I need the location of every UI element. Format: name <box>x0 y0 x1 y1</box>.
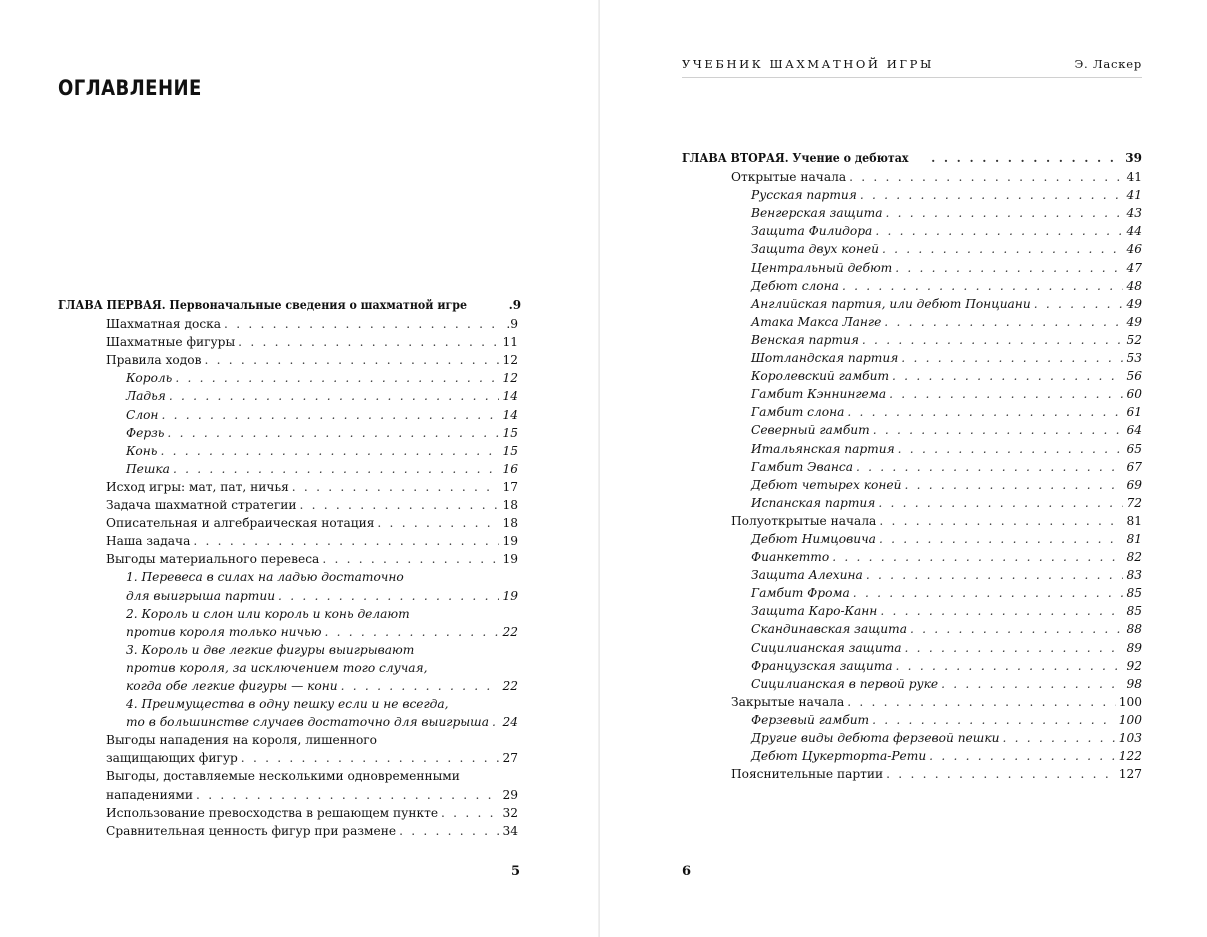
toc-entry-page: 22 <box>502 678 518 693</box>
toc-entry <box>58 568 518 586</box>
toc-entry-label: Открытые начала <box>731 170 847 185</box>
toc-entry-page: 64 <box>1126 423 1142 438</box>
toc-entry-page: 89 <box>1126 640 1142 655</box>
toc-entry <box>682 584 1142 602</box>
toc-entry-page: 85 <box>1126 586 1142 601</box>
toc-entry <box>682 186 1142 204</box>
toc-entry-page: 16 <box>502 461 518 476</box>
toc-entry <box>682 494 1142 512</box>
toc-entry-page: 85 <box>1126 604 1142 619</box>
toc-entry-label: 3. Король и две легкие фигуры выигрывают <box>126 642 415 657</box>
toc-entry-page: 15 <box>502 425 518 440</box>
toc-entry-label: Сравнительная ценность фигур при размене <box>106 823 397 838</box>
toc-entry-page: .9 <box>506 317 518 332</box>
toc-entry <box>682 403 1142 421</box>
toc-entry <box>58 442 518 460</box>
dot-leader <box>278 587 499 605</box>
dot-leader <box>853 584 1124 602</box>
toc-entry <box>58 478 518 496</box>
toc-entry <box>682 548 1142 566</box>
toc-entry-label: Скандинавская защита <box>751 622 907 637</box>
toc-entry-label: Конь <box>126 443 158 458</box>
dot-leader <box>160 442 499 460</box>
toc-entry-page: 12 <box>502 371 518 386</box>
toc-entry-page: 48 <box>1126 278 1142 293</box>
toc-entry-label: Венгерская защита <box>751 206 883 221</box>
toc-entry-page: 56 <box>1126 369 1142 384</box>
dot-leader <box>856 458 1124 476</box>
toc-entry <box>58 695 518 713</box>
toc-entry-label: против короля только ничью <box>126 624 322 639</box>
toc-entry <box>58 804 518 822</box>
toc-entry-label: защищающих фигур <box>106 751 238 766</box>
toc-entry-page: 18 <box>502 516 518 531</box>
toc-entry-label: Король <box>126 371 173 386</box>
toc-entry <box>682 421 1142 439</box>
toc-entry-label: Королевский гамбит <box>751 369 890 384</box>
dot-leader <box>161 406 499 424</box>
toc-entry <box>58 315 518 333</box>
toc-entry <box>682 367 1142 385</box>
toc-entry-label: Другие виды дебюта ферзевой пешки <box>751 731 1000 745</box>
toc-entry-label: Использование превосходства в решающем пункте <box>106 805 439 820</box>
dot-leader <box>862 331 1124 349</box>
toc-entry-label: то в большинстве случаев достаточно для выигрыша <box>126 715 489 730</box>
toc-entry-label: 4. Преимущества в одну пешку если и не всегда, <box>126 697 449 712</box>
toc-entry-label: Наша задача <box>106 534 191 549</box>
toc-entry-page: 12 <box>502 353 518 368</box>
toc-entry-label: Исход игры: мат, пат, ничья <box>106 479 289 494</box>
toc-entry-page: 41 <box>1126 170 1142 185</box>
dot-leader <box>866 566 1124 584</box>
toc-entry-label: Венская партия <box>751 332 859 347</box>
toc-entry-label: Фианкетто <box>751 550 830 565</box>
toc-entry <box>58 405 518 423</box>
toc-entry <box>682 277 1142 295</box>
dot-leader <box>292 478 500 496</box>
toc-entry-label: 2. Король и слон или король и конь делают <box>126 606 410 621</box>
dot-leader <box>895 259 1123 277</box>
toc-entry-page: 32 <box>502 805 518 820</box>
dot-leader <box>492 713 499 731</box>
toc-entry <box>58 369 518 387</box>
dot-leader <box>880 602 1123 620</box>
toc-entry <box>58 496 518 514</box>
toc-entry-label: Сицилианская защита <box>751 640 902 655</box>
toc-entry <box>682 657 1142 675</box>
dot-leader <box>842 277 1124 295</box>
dot-leader <box>872 711 1116 729</box>
dot-leader <box>849 168 1123 186</box>
toc-entry <box>682 349 1142 367</box>
running-header <box>682 55 1142 78</box>
dot-leader <box>847 403 1123 421</box>
toc-entry-label: Описательная и алгебраическая нотация <box>106 516 375 531</box>
left-page <box>0 0 600 937</box>
dot-leader <box>175 369 499 387</box>
toc-entry-label: Защита Каро-Канн <box>751 604 878 619</box>
toc-entry-label: для выигрыша партии <box>126 588 276 603</box>
dot-leader <box>892 367 1123 385</box>
toc-entry <box>682 693 1142 711</box>
toc-entry-label: Закрытые начала <box>731 694 845 709</box>
dot-leader <box>905 639 1124 657</box>
toc-entry <box>58 351 518 369</box>
toc-entry-page: 53 <box>1126 351 1142 366</box>
dot-leader <box>929 747 1116 765</box>
toc-entry-page: 49 <box>1126 314 1142 329</box>
toc-entry-label: Пешка <box>126 461 170 476</box>
toc-entry-page: 103 <box>1118 731 1142 745</box>
toc-entry <box>682 331 1142 349</box>
page-number-left: 5 <box>511 864 521 879</box>
toc-entry-label: Дебют Цукерторта-Рети <box>751 749 927 764</box>
dot-leader <box>886 765 1116 783</box>
toc-entry-label: Дебют Нимцовича <box>751 531 876 546</box>
toc-entry-label: Защита двух коней <box>751 242 879 257</box>
toc-entry <box>58 713 518 731</box>
toc-entry <box>682 638 1142 656</box>
toc-entry-label: Гамбит Кэннингема <box>751 387 887 402</box>
toc-entry-page: 47 <box>1126 260 1142 275</box>
toc-entry-page: 98 <box>1126 676 1142 691</box>
toc-entry <box>682 295 1142 313</box>
dot-leader <box>377 514 499 532</box>
toc-entry-page: 14 <box>502 389 518 404</box>
toc-entry <box>682 747 1142 765</box>
toc-entry-label: Итальянская партия <box>751 441 895 456</box>
toc-entry-page: 81 <box>1126 531 1142 546</box>
toc-chapter-entry <box>58 288 522 314</box>
dot-leader <box>873 421 1124 439</box>
dot-leader <box>169 387 500 405</box>
toc-entry <box>58 641 518 659</box>
toc-entry-label: Сицилианская в первой руке <box>751 676 939 691</box>
dot-leader <box>324 623 499 641</box>
toc-entry <box>58 623 518 641</box>
page-number-right: 6 <box>682 864 692 879</box>
toc-entry-page: 60 <box>1126 387 1142 402</box>
toc-entry <box>682 168 1142 186</box>
toc-entry-page: 83 <box>1126 568 1142 583</box>
toc-entry <box>682 240 1142 258</box>
toc-entry-page: 19 <box>502 588 518 603</box>
toc-entry <box>58 677 518 695</box>
toc-entry-page: 122 <box>1118 749 1142 764</box>
toc-entry-page: 43 <box>1126 206 1142 221</box>
toc-entry-label: Шотландская партия <box>751 351 899 366</box>
toc-chapter-entry <box>682 141 1142 167</box>
contents-heading: ОГЛАВЛЕНИЕ <box>58 76 202 100</box>
toc-entry <box>682 258 1142 276</box>
toc-entry-page: 19 <box>502 534 518 549</box>
right-page <box>600 0 1207 937</box>
toc-entry <box>682 204 1142 222</box>
toc-entry <box>682 675 1142 693</box>
toc-entry-page: 49 <box>1126 296 1142 311</box>
toc-entry-label: Французская защита <box>751 658 893 673</box>
dot-leader <box>1034 295 1124 313</box>
toc-entry-page: 127 <box>1118 767 1142 782</box>
toc-entry-page: 52 <box>1126 332 1142 347</box>
dot-leader <box>889 385 1123 403</box>
toc-entry-label: Гамбит Эванса <box>751 459 853 474</box>
dot-leader <box>224 315 503 333</box>
toc-entry <box>682 530 1142 548</box>
toc-entry-page: 22 <box>502 624 518 639</box>
toc-entry-page: 100 <box>1118 712 1142 727</box>
toc-entry-label: Северный гамбит <box>751 423 870 438</box>
toc-entry-label: Английская партия, или дебют Понциани <box>751 296 1031 311</box>
toc-entry <box>58 822 518 840</box>
toc-entry-page: 44 <box>1126 224 1142 239</box>
dot-leader <box>904 476 1123 494</box>
toc-entry-page: 29 <box>502 787 518 802</box>
dot-leader <box>879 512 1123 530</box>
toc-entry-label: Шахматные фигуры <box>106 335 236 350</box>
toc-entry <box>682 458 1142 476</box>
running-author: Э. Ласкер <box>1074 57 1142 71</box>
dot-leader <box>193 532 499 550</box>
dot-leader <box>196 786 499 804</box>
dot-leader <box>885 204 1123 222</box>
toc-entry-page: 39 <box>1125 151 1142 165</box>
toc-entry <box>682 385 1142 403</box>
dot-leader <box>238 333 499 351</box>
toc-entry-label: против короля, за исключением того случая, <box>126 660 428 675</box>
dot-leader <box>884 313 1123 331</box>
toc-entry-label: Выгоды нападения на короля, лишенного <box>106 733 378 748</box>
toc-entry-page: 46 <box>1126 242 1142 257</box>
dot-leader <box>910 620 1124 638</box>
toc-entry <box>682 620 1142 638</box>
dot-leader <box>204 351 499 369</box>
toc-entry <box>58 532 518 550</box>
toc-entry-page: 88 <box>1126 622 1142 637</box>
dot-leader <box>299 496 499 514</box>
toc-entry-page: 82 <box>1126 550 1142 565</box>
toc-entry <box>58 785 518 803</box>
running-title: УЧЕБНИК ШАХМАТНОЙ ИГРЫ <box>682 57 934 71</box>
dot-leader <box>1002 729 1115 747</box>
toc-entry-page: 15 <box>502 443 518 458</box>
toc-entry-label: 1. Перевеса в силах на ладью достаточно <box>126 570 404 585</box>
toc-entry-page: 61 <box>1126 405 1142 420</box>
toc-entry-label: ГЛАВА ВТОРАЯ. Учение о дебютах <box>682 151 909 165</box>
dot-leader <box>896 657 1124 675</box>
toc-entry-label: Ладья <box>126 389 166 404</box>
toc-entry-label: Дебют слона <box>751 278 839 293</box>
toc-entry-label: Центральный дебют <box>751 260 893 275</box>
toc-entry-label: Атака Макса Ланге <box>751 314 882 329</box>
toc-entry <box>682 222 1142 240</box>
toc-entry <box>682 512 1142 530</box>
toc-entry-page: 81 <box>1126 513 1142 528</box>
toc-entry-page: 72 <box>1126 495 1142 510</box>
toc-list-left <box>58 288 522 840</box>
dot-leader <box>882 240 1124 258</box>
dot-leader <box>173 460 500 478</box>
toc-entry-label: Полуоткрытые начала <box>731 513 877 528</box>
dot-leader <box>901 349 1123 367</box>
toc-entry-label: Ферзевый гамбит <box>751 712 870 727</box>
toc-entry-label: Защита Алехина <box>751 568 863 583</box>
toc-entry-page: 41 <box>1126 188 1142 203</box>
toc-entry-label: Гамбит Фрома <box>751 586 850 601</box>
toc-entry-page: 18 <box>502 498 518 513</box>
dot-leader <box>860 186 1124 204</box>
dot-leader <box>832 548 1123 566</box>
toc-entry-page: 92 <box>1126 658 1142 673</box>
toc-entry <box>58 605 518 623</box>
toc-entry-label: Слон <box>126 407 159 422</box>
dot-leader <box>322 550 499 568</box>
toc-entry <box>58 659 518 677</box>
toc-entry <box>682 439 1142 457</box>
toc-entry <box>682 729 1142 747</box>
toc-entry <box>682 313 1142 331</box>
toc-entry <box>58 586 518 604</box>
toc-entry-label: Гамбит слона <box>751 405 845 420</box>
dot-leader <box>875 222 1123 240</box>
toc-entry-label: Задача шахматной стратегии <box>106 498 297 513</box>
toc-entry <box>58 460 518 478</box>
dot-leader <box>241 749 500 767</box>
dot-leader <box>441 804 499 822</box>
toc-entry-label: ГЛАВА ПЕРВАЯ. Первоначальные сведения о шахматной игре <box>58 298 468 312</box>
toc-entry-page: 100 <box>1118 694 1142 709</box>
dot-leader <box>878 494 1123 512</box>
toc-entry <box>58 550 518 568</box>
toc-entry <box>58 333 518 351</box>
toc-entry-label: нападениями <box>106 787 194 802</box>
toc-entry <box>682 476 1142 494</box>
toc-entry <box>58 514 518 532</box>
toc-entry-page: 11 <box>502 335 518 350</box>
dot-leader <box>879 530 1124 548</box>
toc-entry <box>682 602 1142 620</box>
toc-entry <box>682 765 1142 783</box>
dot-leader <box>941 675 1123 693</box>
dot-leader <box>931 149 1122 167</box>
toc-entry <box>58 749 518 767</box>
dot-leader <box>898 440 1124 458</box>
toc-entry-page: 24 <box>502 715 518 730</box>
toc-entry-page: 27 <box>502 751 518 766</box>
dot-leader <box>167 424 499 442</box>
toc-entry-label: Выгоды, доставляемые несколькими одновременными <box>106 769 460 784</box>
toc-entry <box>58 767 518 785</box>
toc-entry-label: Правила ходов <box>106 353 202 368</box>
toc-entry-page: 19 <box>502 552 518 567</box>
toc-entry-page: 34 <box>502 823 518 838</box>
toc-list-right <box>682 141 1142 783</box>
toc-entry-label: Выгоды материального перевеса <box>106 552 320 567</box>
toc-entry-page: 69 <box>1126 477 1142 492</box>
toc-entry-label: Ферзь <box>126 425 165 440</box>
toc-entry-label: Пояснительные партии <box>731 767 884 782</box>
toc-entry-label: Шахматная доска <box>106 317 222 332</box>
toc-entry-label: Испанская партия <box>751 495 876 510</box>
toc-entry-page: 17 <box>502 479 518 494</box>
toc-entry-label: Русская партия <box>751 188 857 203</box>
toc-entry <box>58 424 518 442</box>
toc-entry-page: 65 <box>1126 441 1142 456</box>
toc-entry-label: Дебют четырех коней <box>751 477 902 492</box>
toc-entry <box>682 711 1142 729</box>
toc-entry <box>682 566 1142 584</box>
dot-leader <box>341 677 500 695</box>
toc-entry-page: 67 <box>1126 459 1142 474</box>
toc-entry-label: Защита Филидора <box>751 224 873 239</box>
toc-entry-label: когда обе легкие фигуры — кони <box>126 678 338 693</box>
dot-leader <box>847 693 1116 711</box>
dot-leader <box>399 822 499 840</box>
toc-entry <box>58 387 518 405</box>
toc-entry <box>58 731 518 749</box>
toc-entry-page: .9 <box>508 298 522 312</box>
toc-entry-page: 14 <box>502 407 518 422</box>
